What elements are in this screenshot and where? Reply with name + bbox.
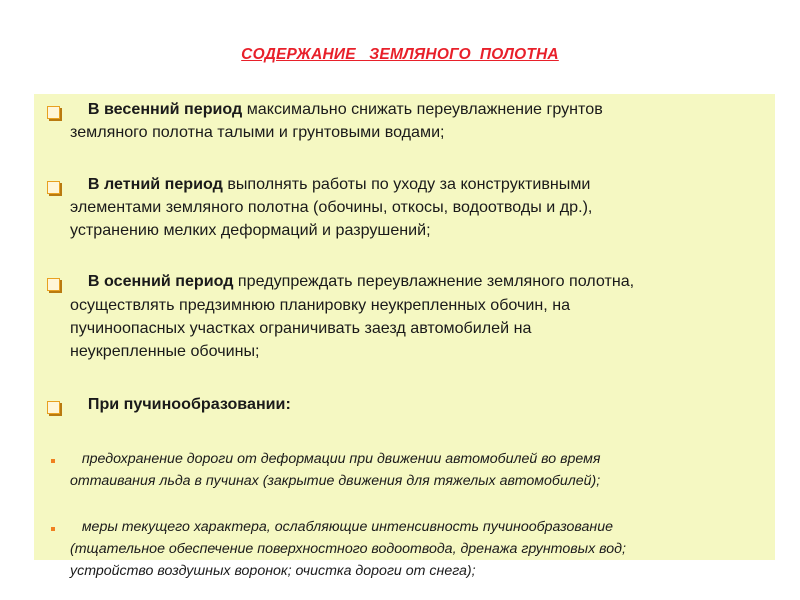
page-title: СОДЕРЖАНИЕ ЗЕМЛЯНОГО ПОЛОТНА (241, 46, 559, 63)
list-item-3-line-4: неукрепленные обочины; (70, 342, 260, 360)
list-item-4 (70, 393, 770, 416)
square-bullet-icon (47, 278, 60, 291)
dot-bullet-icon (51, 527, 55, 531)
square-bullet-icon (47, 106, 60, 119)
sub-item-1-line-1: предохранение дороги от деформации при движении автомобилей во время (77, 451, 601, 467)
list-item-2 (70, 173, 770, 196)
dot-bullet-icon (51, 459, 55, 463)
list-item-3-line-3: пучиноопасных участках ограничивать заезд автомобилей на (70, 319, 532, 337)
square-bullet-icon (47, 181, 60, 194)
list-item-2-line-3: устранению мелких деформаций и разрушений; (70, 221, 431, 239)
list-item-1-bold: В весенний период (87, 100, 243, 118)
sub-item-2-line-3: устройство воздушных воронок; очистка дороги от снега); (70, 563, 476, 579)
list-item-2-bold: В летний период (87, 175, 223, 193)
square-bullet-icon (47, 401, 60, 414)
list-item-2-line-2: элементами земляного полотна (обочины, откосы, водоотводы и др.), (70, 198, 593, 216)
list-item-2-text: выполнять работы по уходу за конструктивными (222, 175, 591, 193)
list-item-1 (70, 98, 770, 121)
list-item-3-line-2: осуществлять предзимнюю планировку неукрепленных обочин, на (70, 296, 571, 314)
sub-item-2 (70, 516, 770, 538)
list-item-1-text: максимально снижать переувлажнение грунтов (242, 100, 603, 118)
list-item-4-bold: При пучинообразовании: (87, 395, 291, 413)
list-item-3 (70, 270, 770, 293)
list-item-1-line-2: земляного полотна талыми и грунтовыми водами; (70, 123, 445, 141)
sub-item-2-line-2: (тщательное обеспечение поверхностного водоотвода, дренажа грунтовых вод; (70, 541, 626, 557)
list-item-3-text: предупреждать переувлажнение земляного полотна, (233, 272, 635, 290)
content-panel (34, 94, 775, 579)
sub-item-2-line-1: меры текущего характера, ослабляющие интенсивность пучинообразование (77, 519, 613, 535)
sub-item-1-line-2: оттаивания льда в пучинах (закрытие движения для тяжелых автомобилей); (70, 473, 601, 489)
sub-item-1 (70, 448, 770, 470)
list-item-3-bold: В осенний период (87, 272, 234, 290)
